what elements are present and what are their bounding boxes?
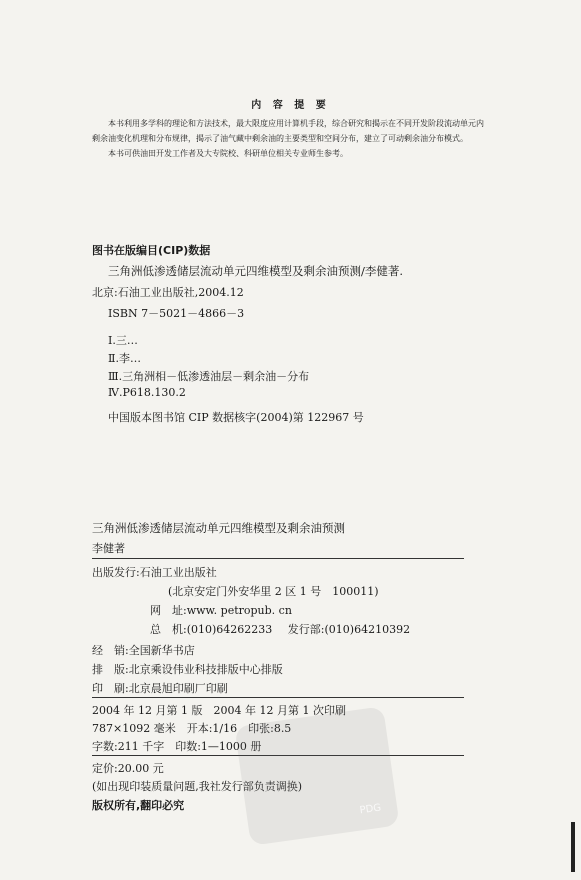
- printer-name: 北京晨旭印刷厂印刷: [128, 682, 228, 695]
- phone-number: (010)64262233: [186, 623, 273, 636]
- website-label: 网 址:: [150, 604, 187, 617]
- sales-phone: (010)64210392: [324, 623, 411, 636]
- cip-index-3: Ⅲ.三角洲相－低渗透油层－剩余油－分布: [108, 370, 310, 383]
- typesetter-name: 北京乘设伟业科技排版中心排版: [128, 663, 283, 676]
- cip-index-4: Ⅳ.P618.130.2: [108, 386, 186, 399]
- edition-info: 2004 年 12 月第 1 版 2004 年 12 月第 1 次印刷: [92, 704, 346, 717]
- format-info: 787×1092 毫米 开本:1/16 印张:8.5: [92, 722, 292, 735]
- cip-index-2: Ⅱ.李…: [108, 352, 141, 365]
- book-title: 三角洲低渗透储层流动单元四维模型及剩余油预测: [92, 521, 345, 535]
- quality-notice: (如出现印装质量问题,我社发行部负责调换): [92, 780, 303, 793]
- publisher-name: 石油工业出版社: [139, 566, 217, 579]
- price-info: 定价:20.00 元: [92, 762, 164, 775]
- summary-body: [92, 116, 484, 161]
- sales-label: 发行部:: [287, 623, 325, 636]
- cip-record-number: 中国版本图书馆 CIP 数据核字(2004)第 122967 号: [108, 411, 364, 424]
- typeset-row: [92, 661, 283, 677]
- watermark-stamp: [234, 706, 399, 846]
- publisher-address: (北京安定门外安华里 2 区 1 号 100011): [168, 585, 379, 598]
- publisher-row: [92, 564, 217, 580]
- page-edge-mark: [571, 822, 575, 872]
- distributor-name: 全国新华书店: [128, 644, 195, 657]
- printer-row: [92, 680, 228, 696]
- phone-row: [150, 621, 410, 637]
- word-count-info: 字数:211 千字 印数:1—1000 册: [92, 740, 262, 753]
- cip-publisher-line: 北京:石油工业出版社,2004.12: [92, 286, 244, 299]
- cip-isbn: ISBN 7－5021－4866－3: [108, 307, 245, 320]
- book-author: 李健著: [92, 542, 125, 555]
- distributor-label: 经 销:: [92, 644, 129, 657]
- cip-heading: 图书在版编目(CIP)数据: [92, 244, 211, 257]
- copyright-notice: 版权所有,翻印必究: [92, 799, 185, 812]
- printer-label: 印 刷:: [92, 682, 129, 695]
- distributor-row: [92, 642, 195, 658]
- cip-index-1: Ⅰ.三…: [108, 334, 138, 347]
- divider-top: [92, 558, 464, 559]
- website-row: [150, 602, 292, 618]
- watermark-text: PDG: [359, 802, 382, 817]
- cip-title-line: 三角洲低渗透储层流动单元四维模型及剩余油预测/李健著.: [108, 264, 404, 278]
- publisher-label: 出版发行:: [92, 566, 140, 579]
- summary-title: 内 容 提 要: [251, 100, 330, 111]
- summary-paragraph-1: 本书利用多学科的理论和方法技术，最大限度应用计算机手段，综合研究和揭示在不同开发阶段流动单元内剩余油变化机理和分布规律，揭示了油气藏中剩余油的主要类型和空间分布，建立了可动剩余油分布模式。: [92, 119, 484, 143]
- summary-paragraph-2: 本书可供油田开发工作者及大专院校、科研单位相关专业师生参考。: [108, 149, 348, 158]
- typeset-label: 排 版:: [92, 663, 129, 676]
- website-link[interactable]: www. petropub. cn: [186, 604, 292, 617]
- divider-middle: [92, 697, 464, 698]
- phone-label: 总 机:: [150, 623, 187, 636]
